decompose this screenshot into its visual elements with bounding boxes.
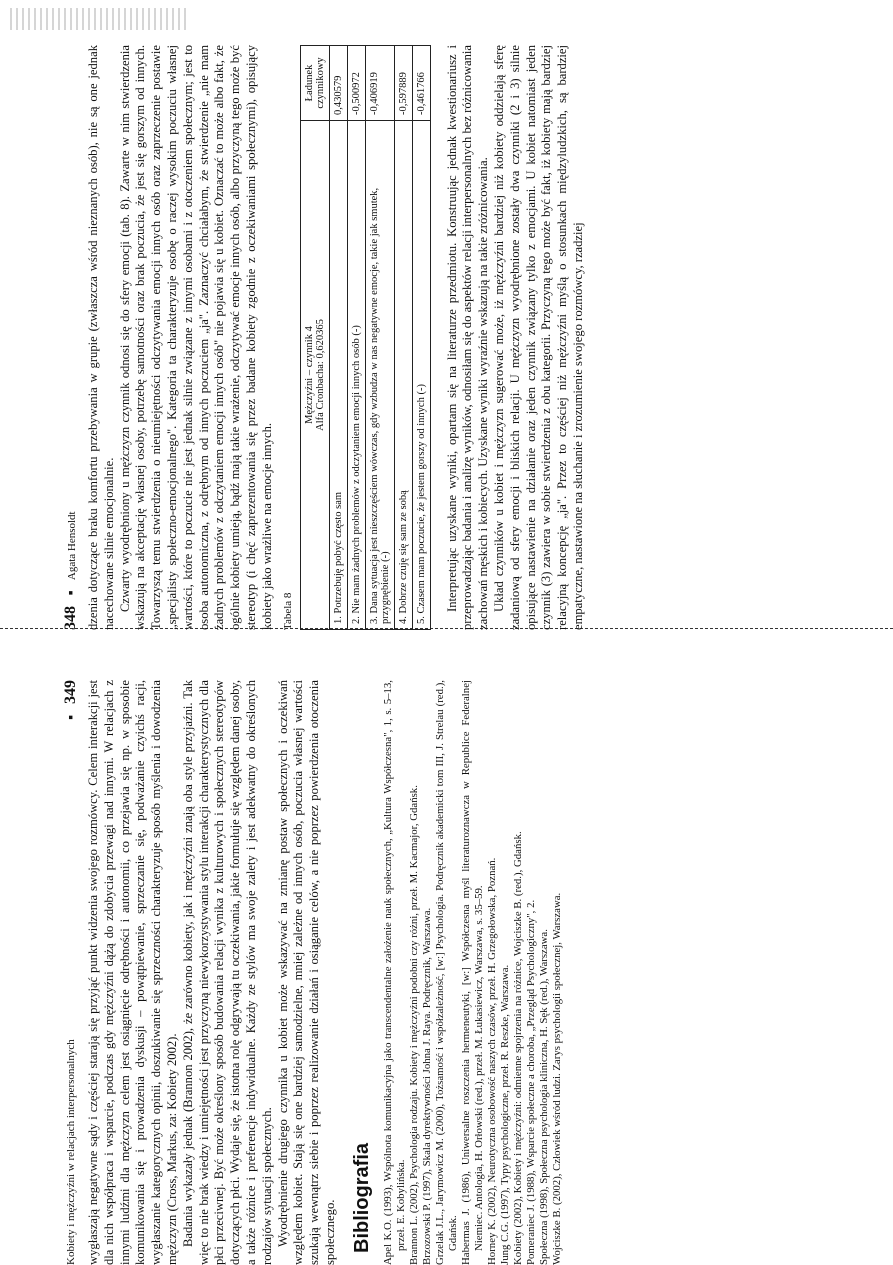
table-cell: -0,597889	[394, 46, 412, 121]
reference-item: Wojciszke B. (2002), Człowiek wśród ludzi. Zarys psychologii społecznej, Warszawa.	[550, 892, 563, 1265]
reference-item: Habermas J. (1986), Uniwersalne roszczenia hermeneutyki, [w:] Współczesna myśl literaturoznawcza w Republice Federalnej Niemiec. Antologia, H. Orłowski (red.), przeł. M. Łukasiewicz, Warszawa, s. 35–59.	[459, 680, 485, 1265]
table-row	[347, 46, 365, 630]
table-cell: 0,430579	[329, 46, 347, 121]
table-row	[394, 46, 412, 630]
page-348	[60, 45, 830, 630]
paragraph: wygłaszają negatywne sądy i częściej starają się przyjąć punkt widzenia swojego rozmówcy. Celem interakcji jest dla nich współpraca i wsparcie, podczas gdy mężczyźni dążą do zdobycia przewagi nad innymi. W relacjach z innymi ludźmi dla mężczyzn celem jest osiągnięcie odrębności i autonomii, co przejawia się np. w sposobie komunikowania się i prowadzenia dyskusji – powątpiewanie, sprzeczanie się, podważanie czyichś racji, wygłaszanie kategorycznych opinii, doszukiwanie się sprzeczności charakteryzuje sposób myślenia i dowodzenia mężczyzn (Cross, Markus, za: Kobiety 2002).	[86, 680, 179, 1265]
paragraph: Czwarty wyodrębniony u mężczyzn czynnik odnosi się do sfery emocji (tab. 8). Zawarte w nim stwierdzenia wskazują na akceptację własnej osoby, potrzebę samotności oraz brak poczucia, że jest się gorszym od innych. Towarzyszą temu stwierdzenia o nieumiejętności odczytywania emocji innych osób oraz zaprzeczenie postawie „specjalisty społeczno-emocjonalnego". Kategoria ta charakteryzuje osobę o raczej wysokim poczuciu własnej wartości, które to poczucie nie jest jednak silnie związane z innymi osobami i z otoczeniem społecznym; jest to osoba autonomiczna, z odrębnym od innych poczuciem „ja". Zaznaczyć chciałabym, że stwierdzenie „nie mam żadnych problemów z odczytaniem emocji innych osób" nie pojawia się u kobiet. Oznaczać to może albo fakt, że ogólnie kobiety umieją, bądź mają takie wrażenie, odczytywać emocje innych osób, albo przyczyną tego może być stereotyp (i chęć zaprezentowania się przez badane kobiety zgodnie z oczekiwaniami społecznymi), opisujący kobiety jako wrażliwe na emocje innych.	[117, 45, 274, 630]
factor-table	[300, 45, 431, 630]
table-cell: 1. Potrzebuję pobyć często sam	[329, 121, 347, 630]
author-name: Agata Hensoldt	[66, 511, 78, 581]
bullet-icon: ▪	[64, 590, 79, 596]
paragraph: dzenia dotyczące braku komfortu przebywania w grupie (zwłaszcza wśród nieznanych osób), nie są one jednak nacechowane silnie emocjonalnie.	[86, 45, 116, 630]
reference-item: Społeczna (1998), Społeczna psychologia kliniczna, H. Sęk (red.), Warszawa.	[537, 929, 550, 1265]
table-row	[329, 46, 347, 630]
table-cell: 3. Dana sytuacja jest nieszczęściem wówczas, gdy wzbudza w nas negatywne emocje, takie jak smutek, przygnębienie (-)	[365, 121, 394, 630]
reference-item: Kobiety (2002), Kobiety i mężczyźni: odmienne spojrzenia na różnice, Wojciszke B. (red.), Gdańsk.	[511, 831, 524, 1265]
table-row	[412, 46, 430, 630]
scan-artifact	[10, 8, 190, 30]
page-349	[60, 680, 830, 1265]
table-row	[365, 46, 394, 630]
header-line: Mężczyźni – czynnik 4	[303, 326, 315, 424]
running-title: Kobiety i mężczyźni w relacjach interpersonalnych	[65, 1039, 77, 1265]
reference-item: Brzozowski P. (1997), Skala dyrektywności Johna J. Raya. Podręcznik, Warszawa.	[420, 907, 433, 1265]
header-line: Alfa Cronbacha: 0,620365	[314, 319, 326, 431]
reference-item: Apel K.O. (1993), Wspólnota komunikacyjna jako transcendentalne założenie nauk społecznych, „Kultura Współczesna", 1, s. 5–13, przeł. E. Kobylińska.	[381, 680, 407, 1265]
table-cell: -0,406919	[365, 46, 394, 121]
running-header	[60, 45, 86, 630]
body-text	[86, 680, 339, 1265]
page-number: 348	[62, 606, 79, 630]
paragraph: Wyodrębnienie drugiego czynnika u kobiet może wskazywać na zmianę postaw społecznych i oczekiwań względem kobiet. Stają się one bardziej samodzielne, mniej zależne od innych osób, poczucia własnej wartości szukają wewnątrz siebie i poprzez realizowanie działań i osiąganie celów, a nie poprzez powierdzenia otoczenia społecznego.	[275, 680, 337, 1265]
page-number: 349	[62, 680, 79, 704]
bibliography-title: Bibliografia	[350, 1142, 373, 1253]
reference-item: Jung C.G. (1997), Typy psychologiczne, przeł. R. Reszke, Warszawa.	[498, 964, 511, 1265]
running-header	[60, 680, 86, 1265]
bullet-icon: ▪	[64, 714, 79, 720]
table-cell: -0,500972	[347, 46, 365, 121]
paragraph: Interpretując uzyskane wyniki, opartam się na literaturze przedmiotu. Konstruując jednak kwestionariusz i przeprowadzając badania i analizę wyników, odnosiłam się do aspektów relacji interpersonalnych bez różnicowania zachowań męskich i kobiecych. Uzyskane wyniki wyraźnie wskazują na takie zróżnicowania.	[444, 45, 491, 630]
body-text	[86, 45, 276, 630]
table-header-row	[300, 46, 329, 630]
reference-item: Pomeraniec J. (1988), Wsparcie społeczne a choroba, „Przegląd Psychologiczny", 2.	[524, 899, 537, 1265]
reference-list	[382, 680, 564, 1265]
table-cell: -0,461766	[412, 46, 430, 121]
table-header-loading: Ładunek czynnikowy	[300, 46, 329, 121]
paragraph: Badania wykazały jednak (Brannon 2002), że zarówno kobiety, jak i mężczyźni znają oba style przyjaźni. Tak więc to nie brak wiedzy i umiejętności jest przyczyną niewykorzystywania stylu interakcji charakterystycznych dla płci przeciwnej. Być może określony sposób budowania relacji wynika z kulturowych i społecznych stereotypów dotyczących płci. Wydaje się, że istotna rolę odgrywają tu oczekiwania, jakie formułuje się względem danej osoby, a także różnice i preferencje indywidualne. Każdy ze stylów ma swoje zalety i jest adekwatny do określonych rodzajów sytuacji społecznych.	[180, 680, 274, 1265]
reference-item: Grzelak J.L., Jarymowicz M. (2000), Tożsamość i współzależność, [w:] Psychologia. Podręcznik akademicki tom III, J. Strelau (red.), Gdańsk.	[433, 680, 459, 1265]
table-label: Tabela 8	[281, 592, 294, 630]
paragraph: Układ czynników u kobiet i mężczyzn sugerować może, iż mężczyźni bardziej niż kobiety oddzielają sferę zadaniową od sfery emocji i bliskich relacji. U mężczyzn wyodrębnione zostały dwa czynniki (2 i 3) silnie opisujące nastawienie na działanie oraz jeden czynnik związany tylko z emocjami. U kobiet natomiast jeden czynnik (3) zawiera w sobie stwierdzenia z obu kategorii. Przyczyną tego może być fakt, iż kobiety mają bardziej relacyjną koncepcję „ja". Przez to częściej niż mężczyźni myślą o stosunkach międzyludzkich, są bardziej empatyczne, nastawione na słuchanie i zrozumienie swojego rozmówcy, rzadziej	[491, 45, 585, 630]
table-cell: 5. Czasem mam poczucie, że jestem gorszy od innych (-)	[412, 121, 430, 630]
reference-item: Brannon L. (2002), Psychologia rodzaju. Kobiety i mężczyźni podobni czy różni, przeł. M. Kacmajor, Gdańsk.	[407, 785, 420, 1265]
bibliography	[351, 680, 564, 1265]
table-cell: 4. Dobrze czuję się sam ze sobą	[394, 121, 412, 630]
table-header-factor	[300, 121, 329, 630]
body-text	[445, 45, 587, 630]
table-cell: 2. Nie mam żadnych problemów z odczytaniem emocji innych osób (-)	[347, 121, 365, 630]
reference-item: Horney K. (2002), Neurotyczna osobowość naszych czasów, przeł. H. Grzegołowska, Poznań.	[485, 857, 498, 1265]
